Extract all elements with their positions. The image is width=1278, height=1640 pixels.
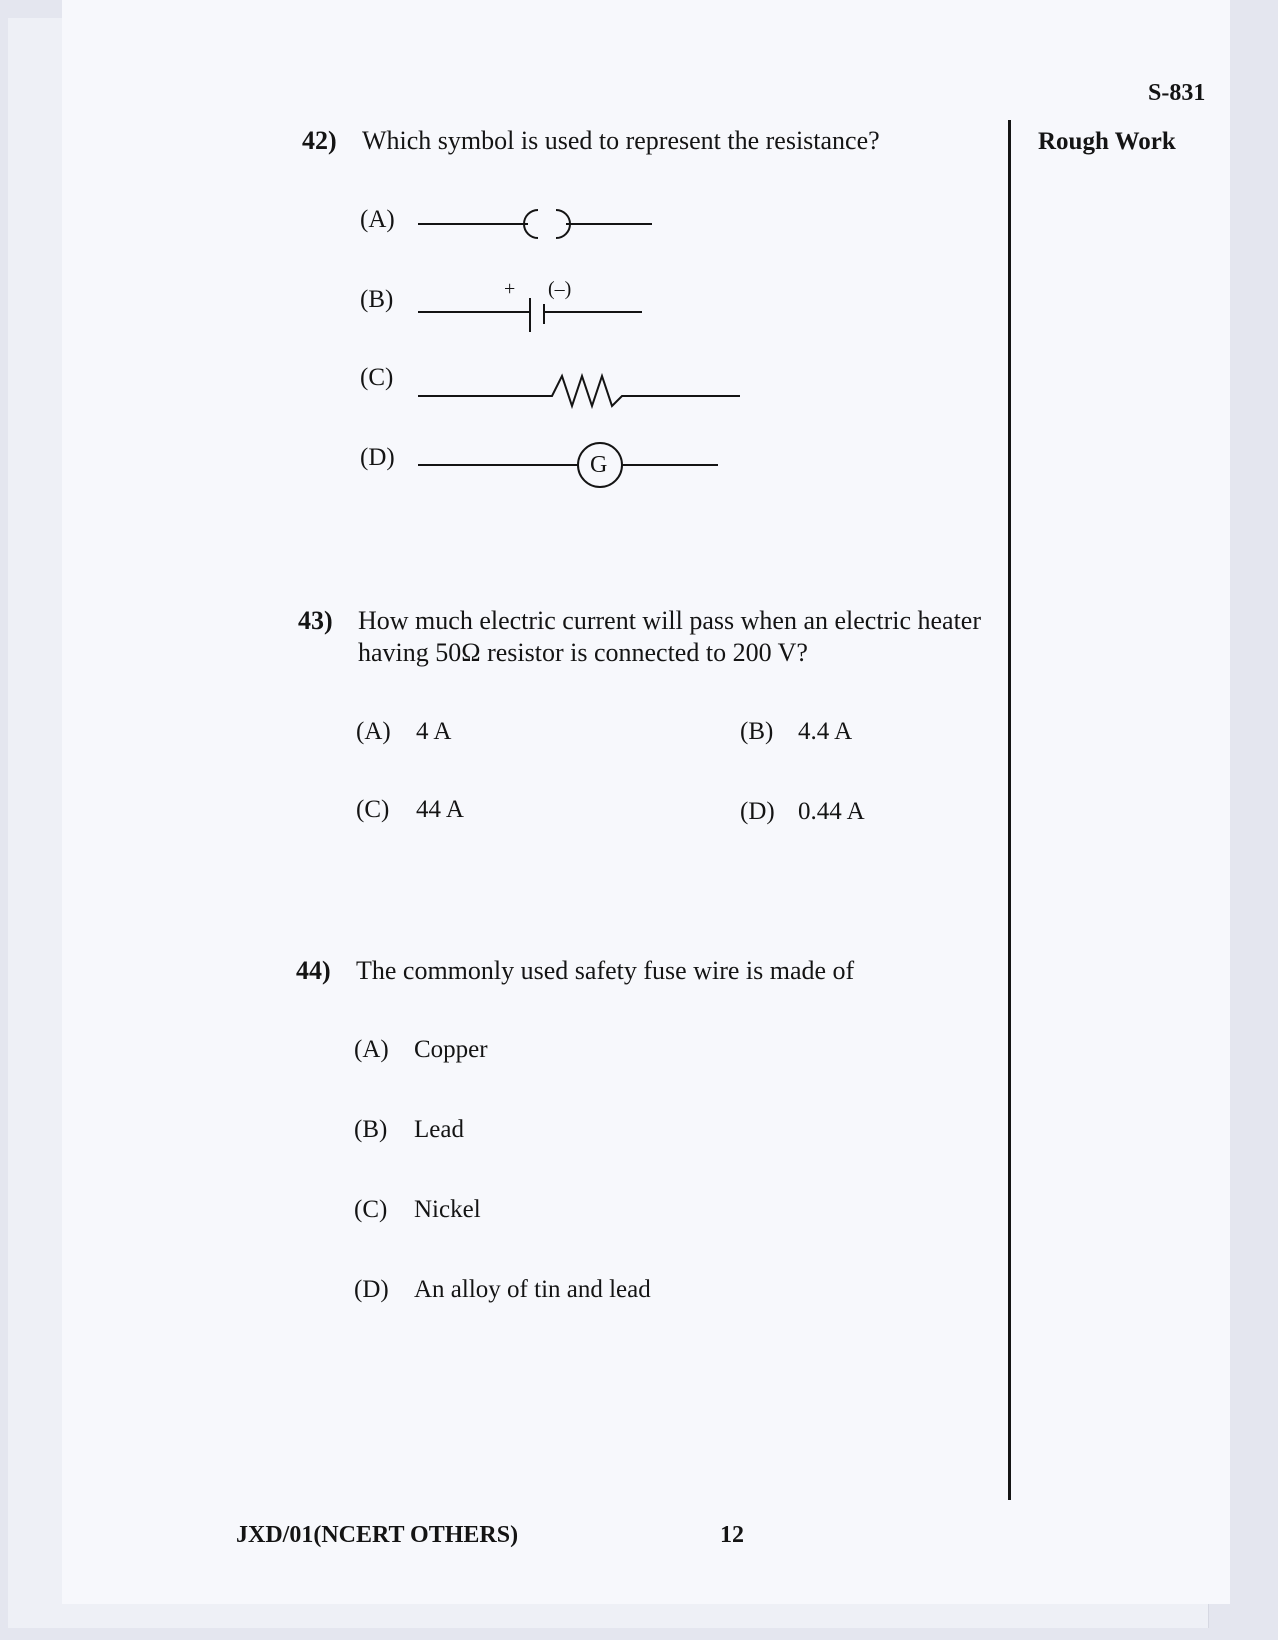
option-label: (D): [740, 798, 775, 825]
paper-code: JXD/01(NCERT OTHERS): [236, 1522, 519, 1548]
minus-sign: (–): [548, 278, 572, 300]
question-text-line1: How much electric current will pass when an electric heater: [358, 606, 981, 635]
option-label: (D): [354, 1276, 389, 1303]
option-text: 44 A: [416, 796, 464, 823]
option-text: 0.44 A: [798, 798, 865, 825]
option-label: (C): [354, 1196, 388, 1223]
resistor-zigzag-symbol: [416, 366, 742, 412]
open-circle-symbol: [416, 206, 656, 240]
option-text: Copper: [414, 1036, 488, 1063]
option-label: (B): [740, 718, 774, 745]
galvanometer-letter: G: [590, 452, 608, 478]
question-text: Which symbol is used to represent the resistance?: [362, 126, 880, 155]
page-number: 12: [720, 1522, 744, 1548]
question-number: 43): [298, 606, 333, 635]
option-label: (A): [360, 206, 395, 233]
rough-work-divider: [1008, 120, 1011, 1500]
cell-symbol: [416, 298, 646, 334]
rough-work-heading: Rough Work: [1038, 128, 1176, 155]
option-text: 4 A: [416, 718, 452, 745]
option-label: (C): [356, 796, 390, 823]
galvanometer-symbol: [416, 442, 720, 492]
question-number: 42): [302, 126, 337, 155]
option-text: An alloy of tin and lead: [414, 1276, 651, 1303]
option-text: Lead: [414, 1116, 464, 1143]
exam-page: [62, 0, 1230, 1604]
option-label: (B): [354, 1116, 388, 1143]
question-number: 44): [296, 956, 331, 985]
option-text: Nickel: [414, 1196, 481, 1223]
question-text: The commonly used safety fuse wire is made of: [356, 956, 855, 985]
option-label: (D): [360, 444, 395, 471]
question-text-line2: having 50Ω resistor is connected to 200 V?: [358, 638, 808, 667]
option-text: 4.4 A: [798, 718, 853, 745]
option-label: (A): [354, 1036, 389, 1063]
plus-sign: +: [504, 278, 516, 300]
page-code: S-831: [1148, 80, 1206, 106]
option-label: (A): [356, 718, 391, 745]
option-label: (C): [360, 364, 394, 391]
option-label: (B): [360, 286, 394, 313]
